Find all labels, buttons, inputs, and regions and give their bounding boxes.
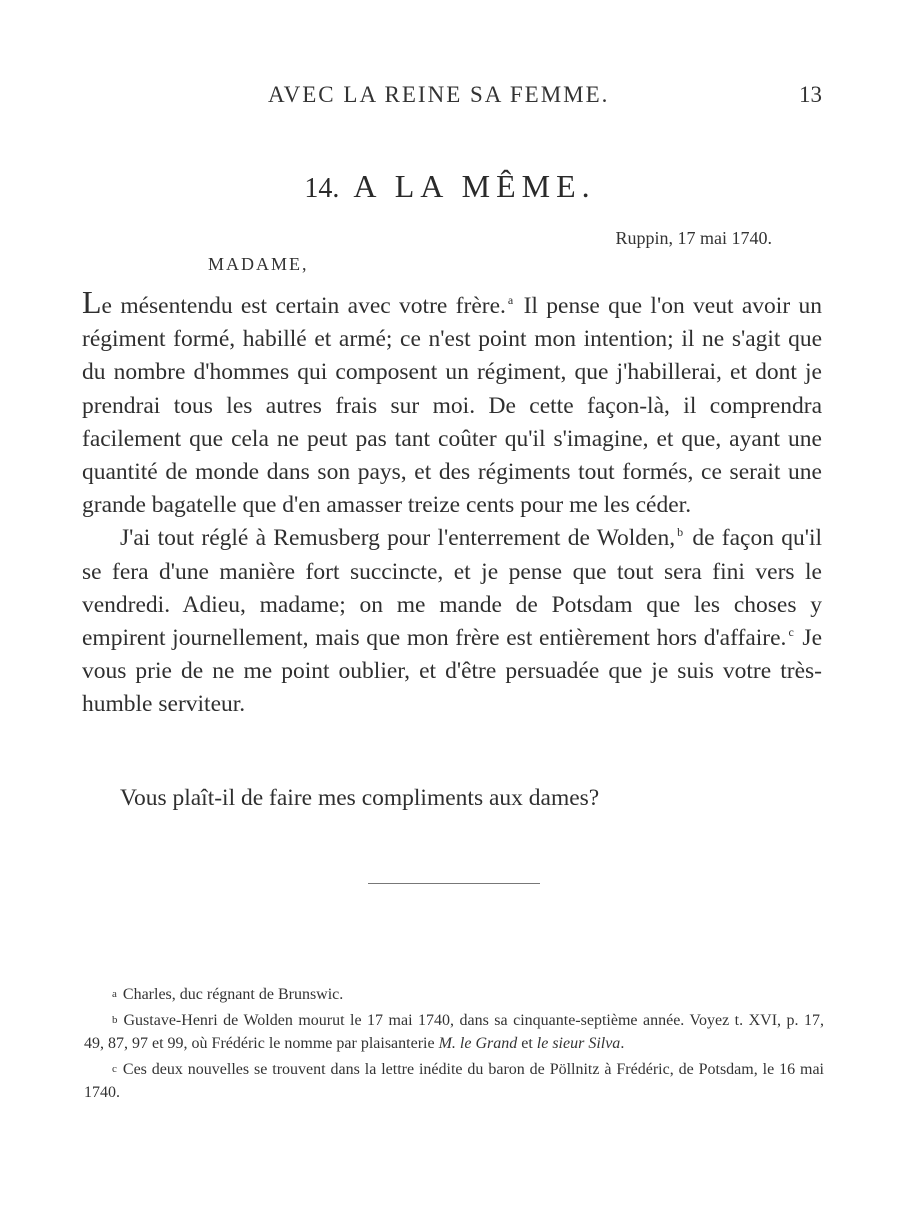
footnote-mark-c: c <box>112 1063 117 1075</box>
letter-title: A LA MÊME. <box>353 168 596 204</box>
footnote-c <box>84 1058 824 1104</box>
letter-number: 14. <box>304 173 340 204</box>
paragraph-1-rest: Il pense que l'on veut avoir un régiment formé, habillé et armé; ce n'est point mon intention; il ne s'agit que du nombre d'hommes qui composent un régiment, que j'habillerai, et dont je prendrai tous les autres frais sur moi. De cette façon-là, il comprendra facilement que cela ne peut pas tant coûter qu'il s'imagine, et que, ayant une quantité de monde dans son pays, et des régiments tout formés, ce serait une grande bagatelle que d'en amasser treize cents pour me les céder. <box>82 293 822 519</box>
footnote-mark-a: a <box>112 988 117 1000</box>
running-title: AVEC LA REINE SA FEMME. <box>268 82 610 107</box>
paragraph-2-middle: de façon qu'il se fera d'une manière fort succincte, et je pense que tout sera fini vers le vendredi. Adieu, madame; on me mande de Potsdam que les choses y empirent journellement, mais que mon frère est entièrement hors d'affaire. <box>82 525 822 652</box>
letter-heading <box>0 168 900 205</box>
footnote-b-connector: et <box>517 1035 537 1052</box>
page-number: 13 <box>799 82 822 107</box>
footnote-b <box>84 1009 824 1055</box>
footnote-a-text: Charles, duc régnant de Brunswic. <box>122 986 344 1003</box>
footnote-mark-b: b <box>112 1014 118 1026</box>
footnote-c-text: Ces deux nouvelles se trouvent dans la lettre inédite du baron de Pöllnitz à Frédéric, de Potsdam, le 16 mai 1740. <box>84 1061 824 1101</box>
letter-body <box>82 286 822 722</box>
footnote-b-italic-2: le sieur Silva <box>536 1035 621 1052</box>
postscript: Vous plaît-il de faire mes compliments aux dames? <box>120 785 600 811</box>
footnote-b-text: Gustave-Henri de Wolden mourut le 17 mai 1740, dans sa cinquante-septième année. Voyez t. XVI, p. 17, 49, 87, 97 et 99, où Frédéric le nomme par plaisanterie <box>84 1012 824 1052</box>
paragraph-2 <box>82 522 822 721</box>
paragraph-2-start: J'ai tout réglé à Remusberg pour l'enterrement de Wolden, <box>120 525 676 552</box>
paragraph-1-start: Le mésentendu est certain avec votre frère. <box>82 284 506 320</box>
footnote-b-italic-1: M. le Grand <box>438 1035 518 1052</box>
footnote-ref-b: b <box>677 525 684 540</box>
salutation: MADAME, <box>208 254 309 274</box>
footnote-ref-c: c <box>788 625 794 640</box>
paragraph-2-end: Je vous prie de ne me point oublier, et d'être persuadée que je suis votre très-humble serviteur. <box>82 625 822 718</box>
running-head <box>0 82 900 112</box>
footnote-a <box>84 983 824 1006</box>
paragraph-1 <box>82 286 822 522</box>
section-divider <box>368 883 540 884</box>
footnote-b-end: . <box>620 1035 625 1052</box>
footnote-ref-a: a <box>507 293 514 307</box>
footnotes <box>84 983 824 1107</box>
dateline: Ruppin, 17 mai 1740. <box>615 228 772 248</box>
